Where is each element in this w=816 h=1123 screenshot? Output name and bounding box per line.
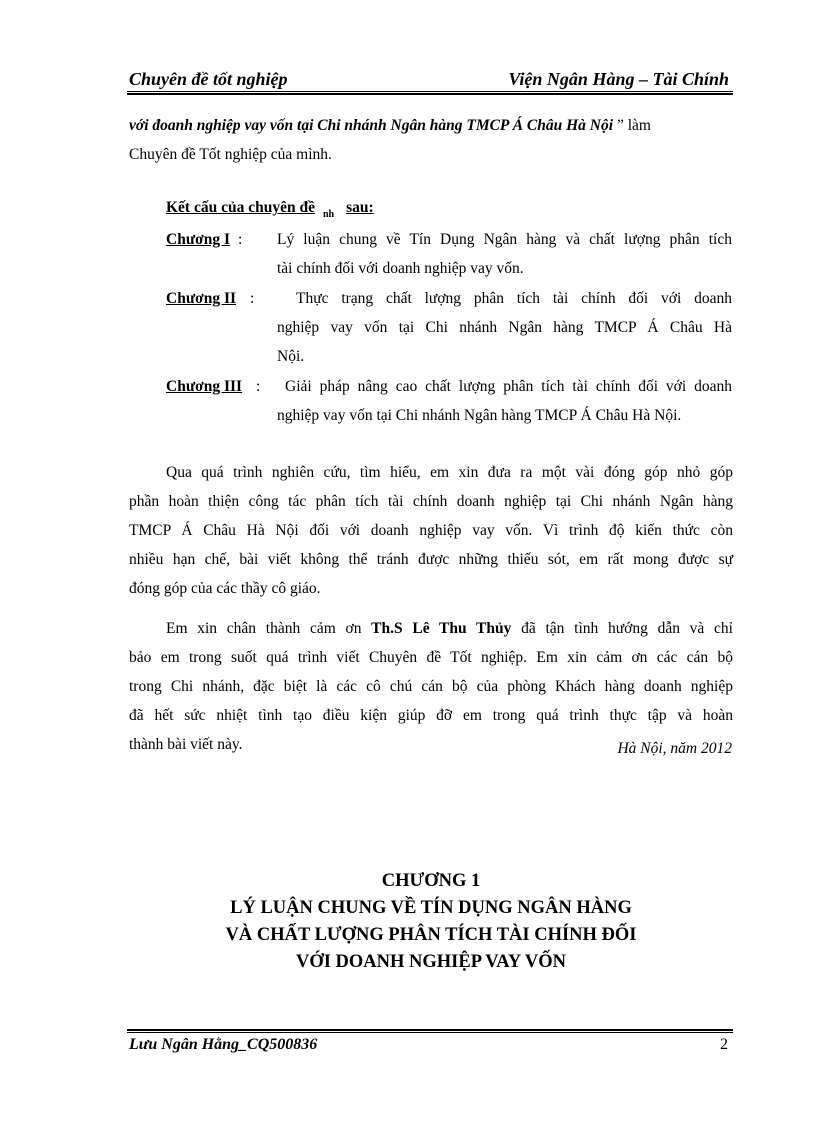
chapter-sep-3: :: [256, 378, 261, 395]
structure-title-after: sau:: [346, 199, 374, 216]
chapter-desc-2-line: Nội.: [277, 348, 305, 365]
chapter-heading-title-line: LÝ LUẬN CHUNG VỀ TÍN DỤNG NGÂN HÀNG: [230, 898, 632, 918]
thanks-text: Em xin chân thành cảm ơn: [166, 620, 372, 637]
intro-tail: ” làm: [613, 117, 651, 134]
paragraph-1-line: đóng góp của các thầy cô giáo.: [129, 580, 321, 597]
footer-author: Lưu Ngân Hằng_CQ500836: [129, 1036, 318, 1053]
chapter-sep-1: :: [238, 231, 243, 248]
chapter-heading: [129, 868, 733, 976]
chapter-desc-1-line: tài chính đối với doanh nghiệp vay vốn.: [277, 260, 524, 277]
place-date-signature: Hà Nội, năm 2012: [617, 740, 732, 757]
chapter-sep-2: :: [250, 290, 255, 307]
chapter-desc-3: [277, 372, 732, 430]
paragraph-1: [129, 458, 733, 603]
intro-line-1: [129, 111, 733, 140]
intro-bold-italic: với đoanh nghiệp vay vốn tại Chi nhánh Ngân hàng TMCP Á Châu Hà Nội: [129, 117, 614, 134]
page-number: 2: [720, 1036, 728, 1053]
chapter-label-1-text: Chương I: [166, 231, 230, 248]
structure-title: [166, 196, 374, 222]
paragraph-1-line: nhiều hạn chế, bài viết không thể tránh được những thiếu sót, em rất mong được sự: [129, 551, 733, 568]
chapter-heading-title-line: VỚI DOANH NGHIỆP VAY VỐN: [295, 952, 567, 972]
header-right-title: Viện Ngân Hàng – Tài Chính: [508, 69, 729, 89]
paragraph-1-line: TMCP Á Châu Hà Nội đối với doanh nghiệp vay vốn. Vì trình độ kiến thức còn: [129, 522, 733, 539]
structure-title-sub: nh: [322, 209, 335, 220]
structure-title-text: Kết cấu của chuyên đề: [166, 199, 315, 216]
paragraph-1-line: Qua quá trình nghiên cứu, tìm hiểu, em xin đưa ra một vài đóng góp nhỏ góp: [166, 464, 733, 481]
paragraph-2-line: thành bài viết này.: [129, 736, 243, 753]
chapter-desc-3-line: Giải pháp nâng cao chất lượng phân tích tài chính đối với doanh: [285, 378, 732, 395]
paragraph-2-line: trong Chi nhánh, đặc biệt là các cô chú cán bộ của phòng Khách hàng doanh nghiệp: [129, 678, 733, 695]
paragraph-2-line: đã hết sức nhiệt tình tạo điều kiện giúp đỡ em trong quá trình thực tập và hoàn: [129, 707, 733, 724]
chapter-label-2-text: Chương II: [166, 290, 237, 307]
chapter-label-3: [166, 372, 242, 401]
advisor-name: Th.S Lê Thu Thủy: [371, 620, 512, 637]
chapter-label-3-text: Chương III: [166, 378, 243, 395]
footer-rule: [127, 1029, 733, 1033]
intro-line-2: Chuyên đề Tốt nghiệp của mình.: [129, 146, 332, 163]
header-left-title: Chuyên đề tốt nghiệp: [129, 69, 288, 89]
paragraph-1-line: phần hoàn thiện công tác phân tích tài chính doanh nghiệp tại Chi nhánh Ngân hàng: [129, 493, 733, 510]
chapter-desc-1: [277, 225, 732, 283]
header-rule: [127, 91, 733, 95]
chapter-desc-2: [277, 284, 732, 371]
chapter-label-2: [166, 284, 236, 313]
chapter-heading-title-line: VÀ CHẤT LƯỢNG PHÂN TÍCH TÀI CHÍNH ĐỐI: [225, 925, 637, 945]
paragraph-2-line: bảo em trong suốt quá trình viết Chuyên đề Tốt nghiệp. Em xin cảm ơn các cán bộ: [129, 649, 733, 666]
chapter-heading-number: CHƯƠNG 1: [381, 871, 481, 891]
chapter-desc-1-line: Lý luận chung về Tín Dụng Ngân hàng và chất lượng phân tích: [277, 231, 732, 248]
thanks-text-after: đã tận tình hướng dẫn và chỉ: [511, 620, 733, 637]
paragraph-2-line-1: [129, 614, 733, 643]
chapter-desc-3-line: nghiệp vay vốn tại Chi nhánh Ngân hàng TMCP Á Châu Hà Nội.: [277, 407, 682, 424]
chapter-desc-2-line: nghiệp vay vốn tại Chi nhánh Ngân hàng TMCP Á Châu Hà: [277, 319, 732, 336]
chapter-desc-2-line: Thực trạng chất lượng phân tích tài chính đối với doanh: [296, 290, 732, 307]
chapter-label-1: [166, 225, 230, 254]
